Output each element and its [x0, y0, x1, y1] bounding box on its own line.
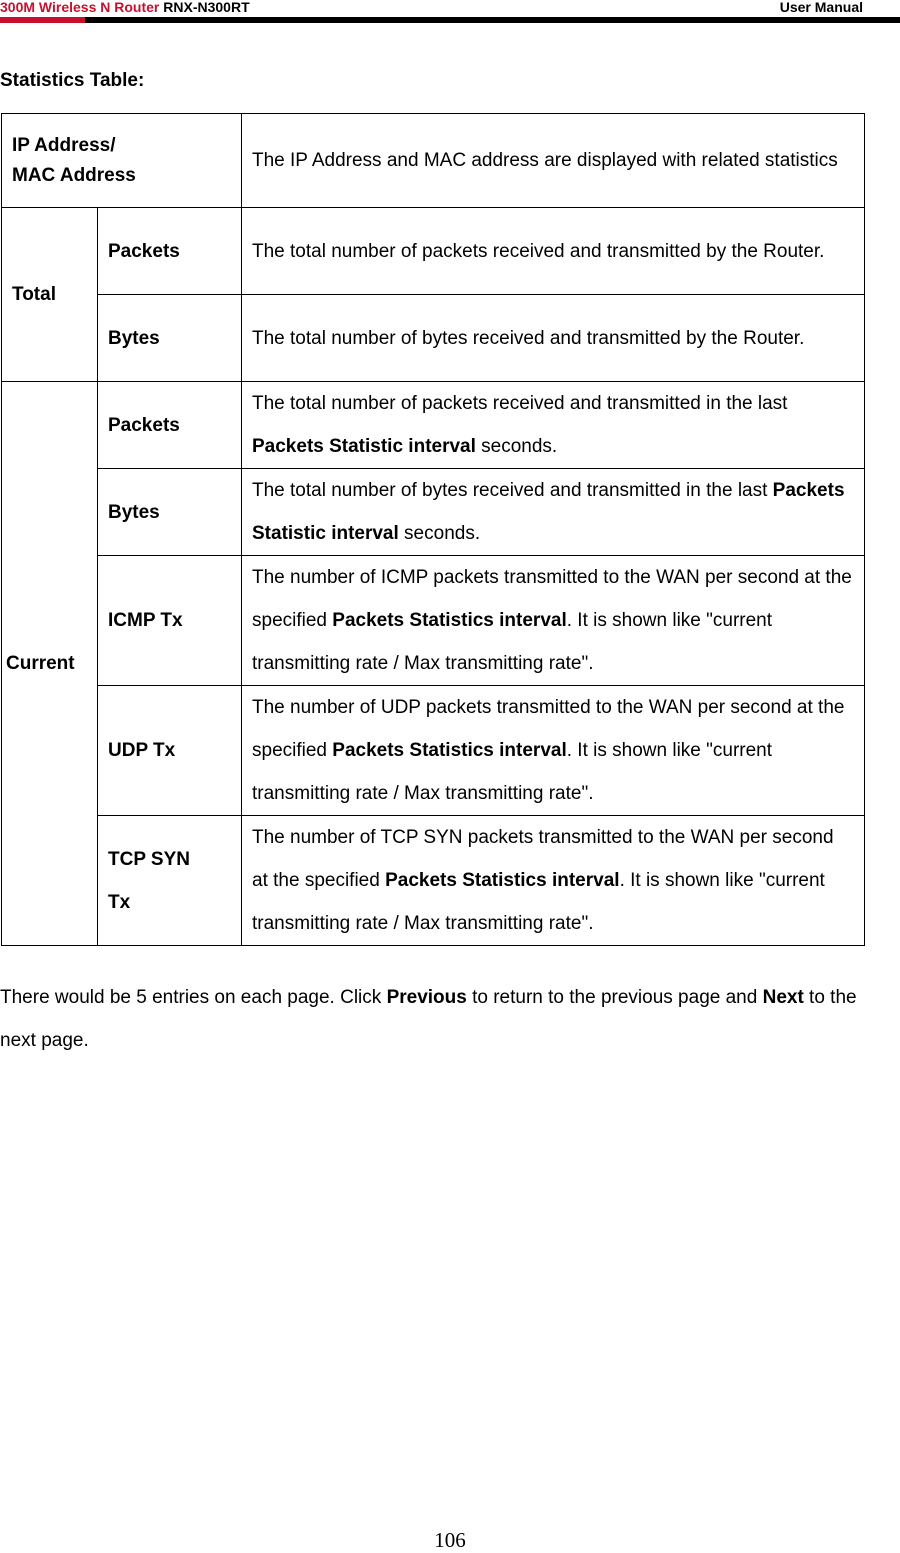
desc-text: . It is shown like "current transmitting rate / Max transmitting rate".: [252, 870, 825, 934]
pagination-note: [0, 976, 880, 1062]
tcp-syn-tx-label: [98, 816, 242, 946]
note-text: to the next page.: [0, 987, 857, 1051]
ip-mac-label: [2, 114, 242, 208]
header-model: RNX-N300RT: [163, 0, 250, 15]
note-text: There would be 5 entries on each page. Click: [0, 987, 387, 1008]
icmp-tx-label: ICMP Tx: [98, 556, 242, 686]
header-doc-type: User Manual: [779, 0, 863, 15]
current-label: Current: [2, 382, 98, 946]
current-packets-label: Packets: [98, 382, 242, 469]
desc-text: The total number of bytes received and transmitted in the last: [252, 480, 773, 501]
header-rule: [0, 17, 900, 23]
desc-text: The number of TCP SYN packets transmitted to the WAN per second at the specified: [252, 827, 834, 891]
desc-text: seconds.: [475, 436, 558, 457]
ip-label-line2: MAC Address: [12, 164, 136, 186]
desc-text: The number of ICMP packets transmitted to the WAN per second at the specified: [252, 567, 852, 631]
current-bytes-description: [242, 469, 865, 556]
header-product: [0, 0, 250, 15]
ip-label-line1: IP Address/: [12, 134, 116, 156]
desc-text: . It is shown like "current transmitting rate / Max transmitting rate".: [252, 740, 773, 804]
total-label: Total: [2, 208, 98, 382]
tcp-label-line2: Tx: [108, 891, 131, 913]
next-term: Next: [762, 987, 804, 1008]
page-header: [0, 0, 900, 26]
desc-text: The total number of packets received and transmitted in the last: [252, 393, 788, 414]
section-title: Statistics Table:: [0, 70, 145, 91]
total-bytes-description: The total number of bytes received and transmitted by the Router.: [242, 295, 865, 382]
udp-tx-label: UDP Tx: [98, 686, 242, 816]
total-packets-description: The total number of packets received and transmitted by the Router.: [242, 208, 865, 295]
desc-text: . It is shown like "current transmitting rate / Max transmitting rate".: [252, 610, 773, 674]
table-row: [2, 686, 865, 816]
table-row: [2, 816, 865, 946]
tcp-label-line1: TCP SYN: [108, 848, 191, 870]
icmp-tx-description: [242, 556, 865, 686]
current-packets-description: [242, 382, 865, 469]
desc-emphasis: Packets Statistic interval: [252, 436, 476, 457]
tcp-syn-tx-description: [242, 816, 865, 946]
current-bytes-label: Bytes: [98, 469, 242, 556]
statistics-table: [1, 113, 865, 946]
header-brand: 300M Wireless N Router: [0, 0, 160, 15]
desc-emphasis: Packets Statistic interval: [252, 480, 845, 544]
total-bytes-label: Bytes: [98, 295, 242, 382]
desc-text: seconds.: [398, 523, 481, 544]
table-row: [2, 295, 865, 382]
header-rule-accent: [0, 17, 85, 23]
previous-term: Previous: [386, 987, 467, 1008]
table-row: [2, 382, 865, 469]
table-row: [2, 114, 865, 208]
desc-text: The number of UDP packets transmitted to the WAN per second at the specified: [252, 697, 845, 761]
table-row: [2, 556, 865, 686]
desc-emphasis: Packets Statistics interval: [332, 610, 567, 631]
udp-tx-description: [242, 686, 865, 816]
note-text: to return to the previous page and: [466, 987, 763, 1008]
table-row: [2, 469, 865, 556]
desc-emphasis: Packets Statistics interval: [385, 870, 620, 891]
desc-emphasis: Packets Statistics interval: [332, 740, 567, 761]
total-packets-label: Packets: [98, 208, 242, 295]
table-row: [2, 208, 865, 295]
page-number: 106: [434, 1528, 466, 1552]
ip-mac-description: The IP Address and MAC address are displayed with related statistics: [242, 114, 865, 208]
